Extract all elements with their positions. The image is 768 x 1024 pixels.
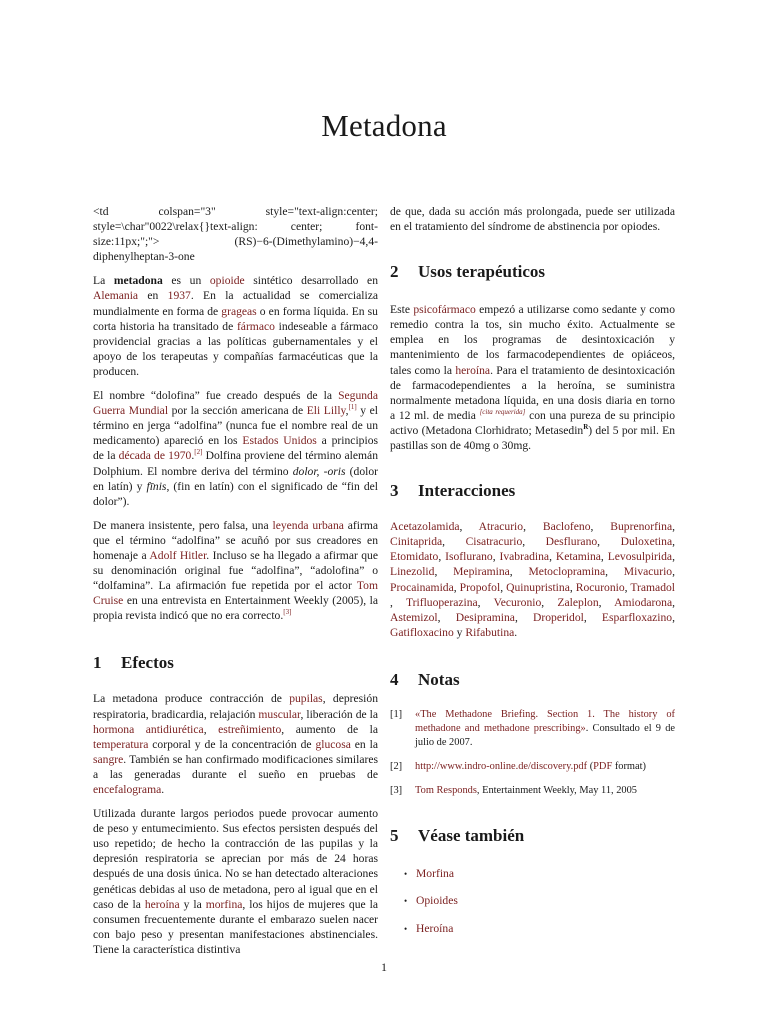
text: . Para el tratamiento de desintoxicación de farmacodependientes a la heroína, se suministra normalmente metadona líquida, en una dosis diaria en torno a 12 ml. de media: [390, 363, 675, 422]
text: ,: [203, 722, 219, 736]
interaction-drug-link[interactable]: Procainamida: [390, 580, 454, 594]
term-bold: metadona: [113, 274, 163, 288]
link-grageas[interactable]: grageas: [221, 304, 257, 318]
separator: ,: [477, 595, 494, 609]
interaction-drug-link[interactable]: Astemizol: [390, 610, 438, 624]
interaction-drug-link[interactable]: Baclofeno: [542, 520, 591, 534]
interactions-list: [390, 519, 675, 640]
separator: ,: [492, 550, 500, 564]
text: , liberación de la: [300, 707, 378, 721]
separator: ,: [624, 580, 631, 594]
text: y la: [179, 897, 206, 911]
interaction-drug-link[interactable]: Levosulpirida: [607, 550, 673, 564]
interaction-drug-link[interactable]: Linezolid: [390, 565, 435, 579]
note-text: [415, 784, 675, 798]
text: con una pureza de su principio activo (Metadona Clorhidrato; Metasedin: [390, 408, 676, 437]
link-temperatura[interactable]: temperatura: [93, 737, 149, 751]
note-number: [2]: [390, 760, 403, 772]
separator: ,: [597, 535, 621, 549]
bullet-icon: •: [404, 896, 408, 907]
bullet-icon: •: [404, 868, 408, 879]
separator: ,: [672, 535, 675, 549]
section-heading-usos: [390, 262, 675, 282]
notes-list: [390, 708, 675, 798]
link-muscular[interactable]: muscular: [258, 707, 301, 721]
see-also-item: [404, 893, 675, 909]
text: corporal y de la concentración de: [148, 737, 316, 751]
section-heading-notas: [390, 670, 675, 690]
text: (dolor en latín) y: [93, 464, 378, 493]
link-heroina[interactable]: heroína: [455, 363, 491, 377]
note-text: [415, 708, 675, 750]
link-morfina[interactable]: morfina: [205, 897, 243, 911]
separator: ,: [672, 550, 675, 564]
text: .: [161, 783, 165, 796]
separator: ,: [523, 520, 543, 534]
link-heroina[interactable]: Heroína: [416, 921, 454, 935]
interaction-drug-link[interactable]: Zaleplon: [557, 595, 599, 609]
link-farmaco[interactable]: fármaco: [236, 319, 275, 333]
separator: ,: [600, 550, 608, 564]
separator: ,: [541, 595, 558, 609]
text: , depresión respiratoria, bradicardia, relajación: [93, 692, 378, 721]
interaction-drug-link[interactable]: Metoclopramina: [528, 565, 606, 579]
interaction-drug-link[interactable]: Tramadol: [630, 580, 676, 594]
separator: ,: [509, 565, 529, 579]
note-item: [390, 708, 675, 750]
text: La metadona produce contracción de: [93, 692, 290, 706]
page-title: Metadona: [321, 108, 447, 143]
separator: y: [453, 625, 466, 639]
registered-mark: R: [583, 423, 589, 432]
interaction-drug-link[interactable]: Ketamina: [555, 550, 601, 564]
separator: ,: [569, 580, 576, 594]
text: ,: [345, 404, 349, 418]
section-number: 1: [93, 653, 102, 673]
text: La: [93, 274, 114, 288]
interaction-drug-link[interactable]: Amiodarona: [614, 595, 673, 609]
link-encefalograma[interactable]: encefalograma: [93, 783, 162, 796]
interaction-drug-link[interactable]: Ivabradina: [499, 550, 550, 564]
text: y el término en jerga “adolfina” (nunca fue el nombre real de un medicamento) apareció en los: [93, 404, 379, 448]
link-hormona-antidiuretica[interactable]: hormona antidiurética: [93, 722, 204, 736]
note-link[interactable]: http://www.indro-online.de/discovery.pdf: [415, 760, 588, 772]
link-decada-1970[interactable]: década de 1970: [118, 449, 192, 463]
separator: ,: [438, 550, 446, 564]
interaction-drug-link[interactable]: Buprenorfina: [610, 520, 673, 534]
interaction-drug-link[interactable]: Desflurano: [545, 535, 598, 549]
citation-needed[interactable]: [cita requerida]: [479, 407, 526, 416]
text: format): [612, 760, 646, 772]
section-number: 2: [390, 262, 399, 282]
link-pupilas[interactable]: pupilas: [289, 692, 323, 706]
code-fragment-paragraph: <td colspan="3" style="text-align:center; style=\char"0022\relax{}text-align: center; font-size:11px;";"> (RS)−6-(Dimethylamino)−4,4-diphenylheptan-3-one: [93, 205, 378, 264]
section-title: Véase también: [418, 825, 525, 845]
latin-term: fīnis: [146, 479, 167, 493]
link-tom-cruise[interactable]: Tom Cruise: [93, 579, 378, 608]
link-heroina[interactable]: heroína: [144, 897, 180, 911]
bullet-icon: •: [404, 923, 408, 934]
text: .: [191, 449, 195, 463]
separator: .: [514, 625, 518, 639]
separator: ,: [672, 595, 676, 609]
citation-1[interactable]: [1]: [348, 403, 357, 412]
link-sangre[interactable]: sangre: [93, 752, 124, 766]
interaction-drug-link[interactable]: Desipramina: [455, 610, 515, 624]
link-leyenda-urbana[interactable]: leyenda urbana: [272, 518, 344, 532]
text: indeseable a fármaco providencial gracias a las políticas gubernamentales y el apoyo de los terapeutas y compañías farmacéuticas que la producen.: [93, 319, 378, 378]
separator: ,: [590, 520, 611, 534]
text: . En la actualidad se comercializa mundialmente en forma de: [93, 289, 378, 318]
link-estrenimiento[interactable]: estreñimiento: [218, 722, 282, 736]
interaction-drug-link[interactable]: Esparfloxazino: [601, 610, 673, 624]
text: El nombre “dolofina” fue creado después de la: [93, 389, 339, 403]
interaction-drug-link[interactable]: Trifluoperazina: [405, 595, 478, 609]
separator: ,: [437, 610, 456, 624]
interaction-drug-link[interactable]: Rocuronio: [575, 580, 625, 594]
interaction-drug-link[interactable]: Rifabutina: [465, 625, 515, 639]
separator: ,: [672, 610, 676, 624]
link-eli-lilly[interactable]: Eli Lilly: [306, 404, 346, 418]
section-number: 5: [390, 825, 399, 845]
separator: ,: [605, 565, 624, 579]
link-segunda-guerra-mundial[interactable]: Segunda Guerra Mundial: [93, 389, 378, 418]
link-1937[interactable]: 1937: [167, 289, 191, 303]
note-link[interactable]: «The Methadone Briefing. Section 1. The history of methadone and methadone prescribing»: [415, 708, 675, 734]
interaction-drug-link[interactable]: Cisatracurio: [465, 535, 523, 549]
interaction-drug-link[interactable]: Cinitaprida: [390, 535, 443, 549]
link-morfina[interactable]: Morfina: [416, 866, 454, 880]
see-also-item: [404, 866, 675, 882]
see-also-list: [390, 866, 675, 937]
separator: ,: [500, 580, 507, 594]
section-title: Usos terapéuticos: [418, 262, 546, 282]
link-opioide[interactable]: opioide: [209, 274, 245, 288]
interaction-drug-link[interactable]: Etomidato: [390, 550, 439, 564]
separator: ,: [583, 610, 602, 624]
separator: ,: [434, 565, 454, 579]
urban-legend-paragraph: [93, 518, 378, 624]
text: . Incluso se ha llegado a afirmar que su denominación original fue “adolfina”, “adolofina” o “dolfamina”. La afirmación fue repetida por el actor: [93, 548, 378, 593]
therapeutic-uses-paragraph: [390, 302, 675, 453]
interaction-drug-link[interactable]: Vecuronio: [493, 595, 542, 609]
text: (: [587, 760, 594, 772]
text: De manera insistente, pero falsa, una: [93, 518, 273, 532]
interaction-drug-link[interactable]: Droperidol: [533, 610, 584, 624]
see-also-item: [404, 921, 675, 937]
text: Dolfina proviene del término alemán Dolphium. El nombre deriva del término: [93, 449, 378, 478]
link-estados-unidos[interactable]: Estados Unidos: [242, 434, 317, 448]
name-origin-paragraph: [93, 388, 378, 509]
left-column: [93, 204, 378, 966]
note-item: [390, 760, 675, 774]
section-number: 4: [390, 669, 399, 689]
intro-paragraph: [93, 273, 378, 379]
link-psicofarmaco[interactable]: psicofármaco: [413, 303, 476, 317]
separator: ,: [459, 520, 479, 534]
text: a principios de la: [93, 434, 379, 463]
text: en: [138, 289, 168, 303]
interaction-drug-link[interactable]: Acetazolamida: [390, 520, 460, 534]
pdf-link[interactable]: PDF: [593, 760, 613, 772]
interaction-drug-link[interactable]: Gatifloxacino: [390, 625, 454, 639]
link-alemania[interactable]: Alemania: [93, 289, 139, 303]
text: es un: [162, 274, 210, 288]
separator: ,: [672, 520, 676, 534]
interaction-drug-link[interactable]: Mepiramina: [453, 565, 510, 579]
separator: ,: [522, 535, 546, 549]
citation-2[interactable]: [2]: [194, 448, 203, 457]
link-glucosa[interactable]: glucosa: [315, 737, 351, 751]
separator: ,: [453, 580, 460, 594]
section-title: Efectos: [121, 653, 174, 673]
latin-term: dolor, -oris: [292, 464, 346, 478]
right-column: [390, 204, 675, 948]
separator: ,: [549, 550, 556, 564]
note-text: [415, 760, 675, 774]
text: o en forma líquida. En su corta historia ha transitado de: [93, 304, 378, 333]
interaction-drug-link[interactable]: Mivacurio: [623, 565, 673, 579]
link-opioides[interactable]: Opioides: [416, 894, 458, 908]
text: , los hijos de mujeres que la consumen frecuentemente durante el embarazo suelen nacer con bajo peso y presentan manifestaciones abstinenciales. Tiene la característica distintiva: [93, 897, 378, 956]
effects-paragraph: [93, 691, 378, 797]
continued-paragraph: de que, dada su acción más prolongada, puede ser utilizada en el tratamiento del síndrome de abstinencia por opiodes.: [390, 205, 675, 234]
text: , (fin en latín) con el significado de “fin del dolor”).: [93, 479, 379, 508]
interaction-drug-link[interactable]: Propofol: [459, 580, 501, 594]
text: Utilizada durante largos periodos puede provocar aumento de peso y entumecimiento. Sus efectos persisten después del uso repetido; de hecho la contracción de las pupilas y la depresión respiratoria se aprecian por más de 24 horas después de una dosis única. No se han detectado alteraciones genéticas debidas al uso de metadona, pero al igual que en el caso de la: [93, 807, 378, 911]
note-link[interactable]: Tom Responds: [415, 784, 477, 796]
text: ) del 5 por mil. En pastillas son de 40mg o 30mg.: [390, 423, 675, 453]
separator: ,: [514, 610, 533, 624]
section-heading-vease-tambien: [390, 826, 675, 846]
text: en la: [350, 737, 378, 751]
separator: ,: [672, 565, 675, 579]
text: en una entrevista en Entertainment Weekly (2005), la propia revista indicó que no era correcto.: [93, 594, 378, 623]
section-title: Interacciones: [418, 481, 516, 501]
text: sintético desarrollado en: [244, 274, 378, 288]
interaction-drug-link[interactable]: Duloxetina: [620, 535, 673, 549]
text: empezó a utilizarse como sedante y como remedio contra la tos, sin mucho éxito. Actualmente se emplea en los programas de desintoxicación y mantenimiento de los farmacodependientes de opiáceos, tales como la: [390, 303, 675, 377]
text: por la sección americana de: [168, 404, 307, 418]
section-heading-interacciones: [390, 481, 675, 501]
interaction-drug-link[interactable]: Isoflurano: [445, 550, 493, 564]
interaction-drug-link[interactable]: Atracurio: [478, 520, 524, 534]
note-number: [3]: [390, 784, 403, 796]
section-number: 3: [390, 481, 399, 501]
citation-3[interactable]: [3]: [283, 608, 292, 617]
text: , Entertainment Weekly, May 11, 2005: [476, 784, 638, 796]
note-number: [1]: [390, 708, 403, 720]
separator: ,: [390, 595, 406, 609]
text: Este: [390, 303, 414, 317]
link-adolf-hitler[interactable]: Adolf Hitler: [149, 548, 207, 562]
separator: ,: [598, 595, 615, 609]
page-number: 1: [381, 960, 387, 974]
separator: ,: [442, 535, 466, 549]
interaction-drug-link[interactable]: Quinupristina: [506, 580, 570, 594]
text: , aumento de la: [281, 722, 378, 736]
section-title: Notas: [418, 669, 460, 689]
long-term-use-paragraph: [93, 806, 378, 957]
text: afirma que el término “adolfina” se acuñó por sus creadores en homenaje a: [93, 518, 378, 562]
section-heading-efectos: [93, 653, 378, 673]
note-item: [390, 784, 675, 798]
text: . Consultado el 9 de julio de 2007.: [415, 722, 675, 748]
text: . También se han confirmado modificaciones similares a las generadas durante el sueño en pruebas de: [93, 752, 378, 781]
